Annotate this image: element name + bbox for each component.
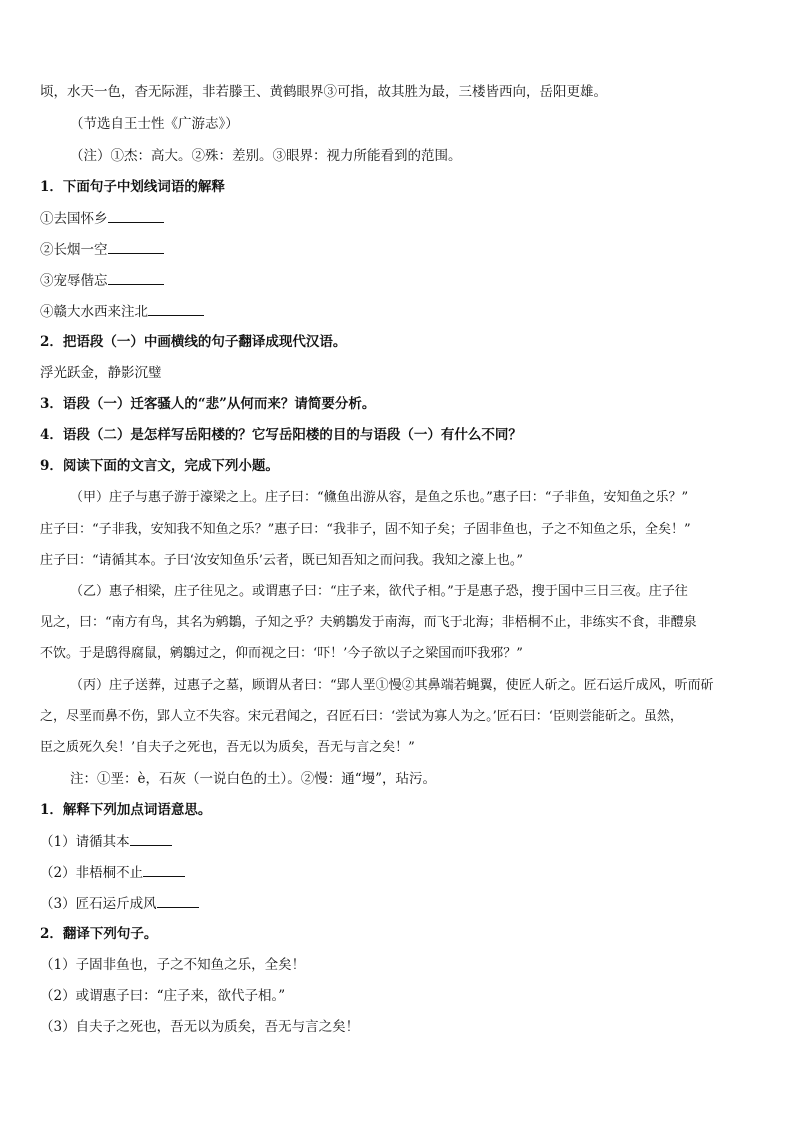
passage-bing-line-1: （丙）庄子送葬，过惠子之墓，顾谓从者曰：“郢人垩①慢②其鼻端若蝇翼，使匠人斫之。匠石运斤成风，听而斫 <box>70 678 714 693</box>
question-item-text: （2）非梧桐不止 <box>40 865 144 881</box>
answer-blank[interactable] <box>108 208 164 223</box>
subquestion-2-item-2: （2）或谓惠子曰：“庄子来，欲代子相。” <box>40 988 286 1004</box>
passage-notes: 注：①垩：è，石灰（一说白色的土）。②慢：通“墁”，玷污。 <box>70 771 437 787</box>
question-4-heading: 4．语段（二）是怎样写岳阳楼的？它写岳阳楼的目的与语段（一）有什么不同？ <box>40 427 522 443</box>
passage-jia-line-1: （甲）庄子与惠子游于濠梁之上。庄子曰：“儵鱼出游从容，是鱼之乐也。”惠子曰：“子非鱼，安知鱼之乐？” <box>70 490 689 505</box>
subquestion-1-item-2 <box>40 862 185 883</box>
passage-bing-line-2: 之，尽垩而鼻不伤，郢人立不失容。宋元君闻之，召匠石曰：‘尝试为寡人为之。’匠石曰：‘臣则尝能斫之。虽然， <box>40 709 683 724</box>
question-item-4 <box>40 301 204 322</box>
question-item-text: （1）请循其本 <box>40 834 130 850</box>
passage-jia-line-2: 庄子曰：“子非我，安知我不知鱼之乐？”惠子曰：“我非子，固不知子矣；子固非鱼也，子之不知鱼之乐，全矣！” <box>40 522 691 537</box>
answer-blank[interactable] <box>148 301 204 316</box>
question-item-text: ④赣大水西来注北 <box>40 304 148 320</box>
passage-yi-line-2: 见之，曰：“南方有鸟，其名为鹓鶵，子知之乎？夫鹓鶵发于南海，而飞于北海；非梧桐不止，非练实不食，非醴泉 <box>40 615 697 630</box>
question-item-text: ①去国怀乡 <box>40 211 108 227</box>
passage-line: 顷，水天一色，杳无际涯，非若滕王、黄鹤眼界③可指，故其胜为最，三楼皆西向，岳阳更雄。 <box>40 84 607 100</box>
question-item-2 <box>40 239 164 260</box>
source-note: （节选自王士性《广游志》） <box>70 116 239 132</box>
question-3-heading: 3．语段（一）迁客骚人的“悲”从何而来？请简要分析。 <box>40 396 376 412</box>
subquestion-1-item-1 <box>40 831 172 852</box>
annotation-note: （注）①杰：高大。②殊：差别。③眼界：视力所能看到的范围。 <box>70 148 462 164</box>
subquestion-1-heading: 1．解释下列加点词语意思。 <box>40 802 212 818</box>
question-item-text: ③宠辱偕忘 <box>40 273 108 289</box>
question-1-heading: 1．下面句子中划线词语的解释 <box>40 179 225 195</box>
answer-blank[interactable] <box>130 831 172 846</box>
subquestion-2-item-3: （3）自夫子之死也，吾无以为质矣，吾无与言之矣！ <box>40 1019 360 1035</box>
answer-blank[interactable] <box>143 862 185 877</box>
question-item-3 <box>40 270 164 291</box>
answer-blank[interactable] <box>157 893 199 908</box>
answer-blank[interactable] <box>108 270 164 285</box>
passage-yi-line-1: （乙）惠子相梁，庄子往见之。或谓惠子曰：“庄子来，欲代子相。”于是惠子恐，搜于国中三日三夜。庄子往 <box>70 584 688 599</box>
passage-jia-line-3: 庄子曰：“请循其本。子曰‘汝安知鱼乐’云者，既已知吾知之而问我。我知之濠上也。” <box>40 553 524 568</box>
subquestion-1-item-3 <box>40 893 199 914</box>
question-item-text: （3）匠石运斤成风 <box>40 896 157 912</box>
question-2-heading: 2．把语段（一）中画横线的句子翻译成现代汉语。 <box>40 334 347 350</box>
subquestion-2-item-1: （1）子固非鱼也，子之不知鱼之乐，全矣！ <box>40 957 306 973</box>
question-item-1 <box>40 208 164 229</box>
question-9-heading: 9．阅读下面的文言文，完成下列小题。 <box>40 458 279 474</box>
answer-blank[interactable] <box>108 239 164 254</box>
passage-bing-line-3: 臣之质死久矣！’自夫子之死也，吾无以为质矣，吾无与言之矣！” <box>40 740 415 755</box>
sentence-to-translate: 浮光跃金，静影沉璧 <box>40 365 162 381</box>
question-item-text: ②长烟一空 <box>40 242 108 258</box>
passage-yi-line-3: 不饮。于是鸱得腐鼠，鹓鶵过之，仰而视之曰：‘吓！’今子欲以子之梁国而吓我邪？” <box>40 646 523 661</box>
subquestion-2-heading: 2．翻译下列句子。 <box>40 926 158 942</box>
